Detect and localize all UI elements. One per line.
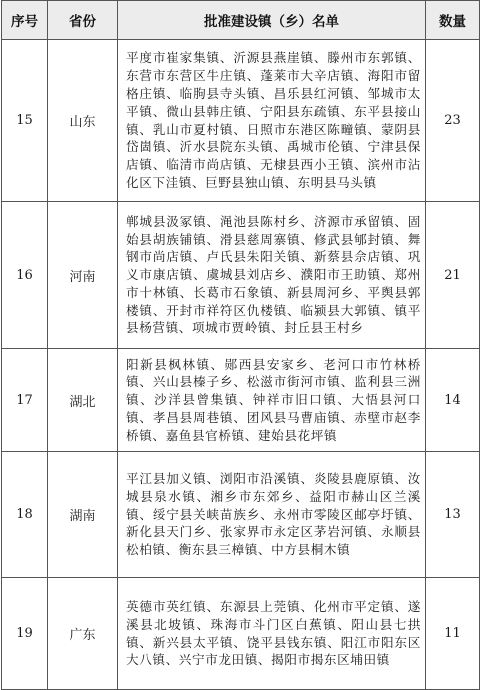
header-count: 数量 [426, 1, 480, 40]
table-row [2, 349, 480, 452]
row-count: 11 [426, 578, 480, 690]
table-row [2, 40, 480, 202]
table-body [2, 40, 480, 690]
row-seq: 15 [2, 40, 48, 202]
table-header [2, 1, 480, 40]
row-seq: 17 [2, 349, 48, 452]
header-province: 省份 [48, 1, 118, 40]
row-seq: 16 [2, 202, 48, 349]
row-count: 21 [426, 202, 480, 349]
row-province: 河南 [48, 202, 118, 349]
row-seq: 18 [2, 452, 48, 578]
row-province: 广东 [48, 578, 118, 690]
row-province: 湖南 [48, 452, 118, 578]
table-row [2, 578, 480, 690]
row-count: 23 [426, 40, 480, 202]
town-list-table [1, 0, 480, 690]
document-table-wrapper [1, 0, 479, 690]
table-row [2, 202, 480, 349]
row-province: 山东 [48, 40, 118, 202]
row-town-names: 平江县加义镇、浏阳市沿溪镇、炎陵县鹿原镇、汝城县泉水镇、湘乡市东郊乡、益阳市赫山区兰溪镇、绥宁县关峡苗族乡、永州市零陵区邮亭圩镇、新化县天门乡、张家界市永定区茅岩河镇、永顺县松柏镇、衡东县三樟镇、中方县桐木镇 [118, 452, 426, 578]
row-town-names: 平度市崔家集镇、沂源县燕崖镇、滕州市东郭镇、东营市东营区牛庄镇、蓬莱市大辛店镇、海阳市留格庄镇、临朐县寺头镇、昌乐县红河镇、邹城市太平镇、微山县韩庄镇、宁阳县东疏镇、东平县接山镇、乳山市夏村镇、日照市东港区陈疃镇、蒙阴县岱崮镇、沂水县院东头镇、禹城市伦镇、宁津县保店镇、临清市尚店镇、无棣县西小王镇、滨州市沾化区下洼镇、巨野县独山镇、东明县马头镇 [118, 40, 426, 202]
header-seq: 序号 [2, 1, 48, 40]
row-province: 湖北 [48, 349, 118, 452]
row-town-names: 英德市英红镇、东源县上莞镇、化州市平定镇、遂溪县北坡镇、珠海市斗门区白蕉镇、阳山县七拱镇、新兴县太平镇、饶平县钱东镇、阳江市阳东区大八镇、兴宁市龙田镇、揭阳市揭东区埔田镇 [118, 578, 426, 690]
row-count: 14 [426, 349, 480, 452]
table-row [2, 452, 480, 578]
row-count: 13 [426, 452, 480, 578]
header-row [2, 1, 480, 40]
row-town-names: 郸城县汲冢镇、渑池县陈村乡、济源市承留镇、固始县胡族铺镇、滑县慈周寨镇、修武县郇封镇、舞钢市尚店镇、卢氏县朱阳关镇、新蔡县佘店镇、巩义市康店镇、虞城县刘店乡、濮阳市王助镇、郑州市十林镇、长葛市石象镇、新县周河乡、平舆县郭楼镇、开封市祥符区仇楼镇、临颍县大郭镇、镇平县杨营镇、项城市贾岭镇、封丘县王村乡 [118, 202, 426, 349]
header-names: 批准建设镇（乡）名单 [118, 1, 426, 40]
row-seq: 19 [2, 578, 48, 690]
row-town-names: 阳新县枫林镇、郧西县安家乡、老河口市竹林桥镇、兴山县榛子乡、松滋市街河市镇、监利县三洲镇、沙洋县曾集镇、钟祥市旧口镇、大悟县河口镇、孝昌县周巷镇、团风县马曹庙镇、赤壁市赵李桥镇、嘉鱼县官桥镇、建始县花坪镇 [118, 349, 426, 452]
